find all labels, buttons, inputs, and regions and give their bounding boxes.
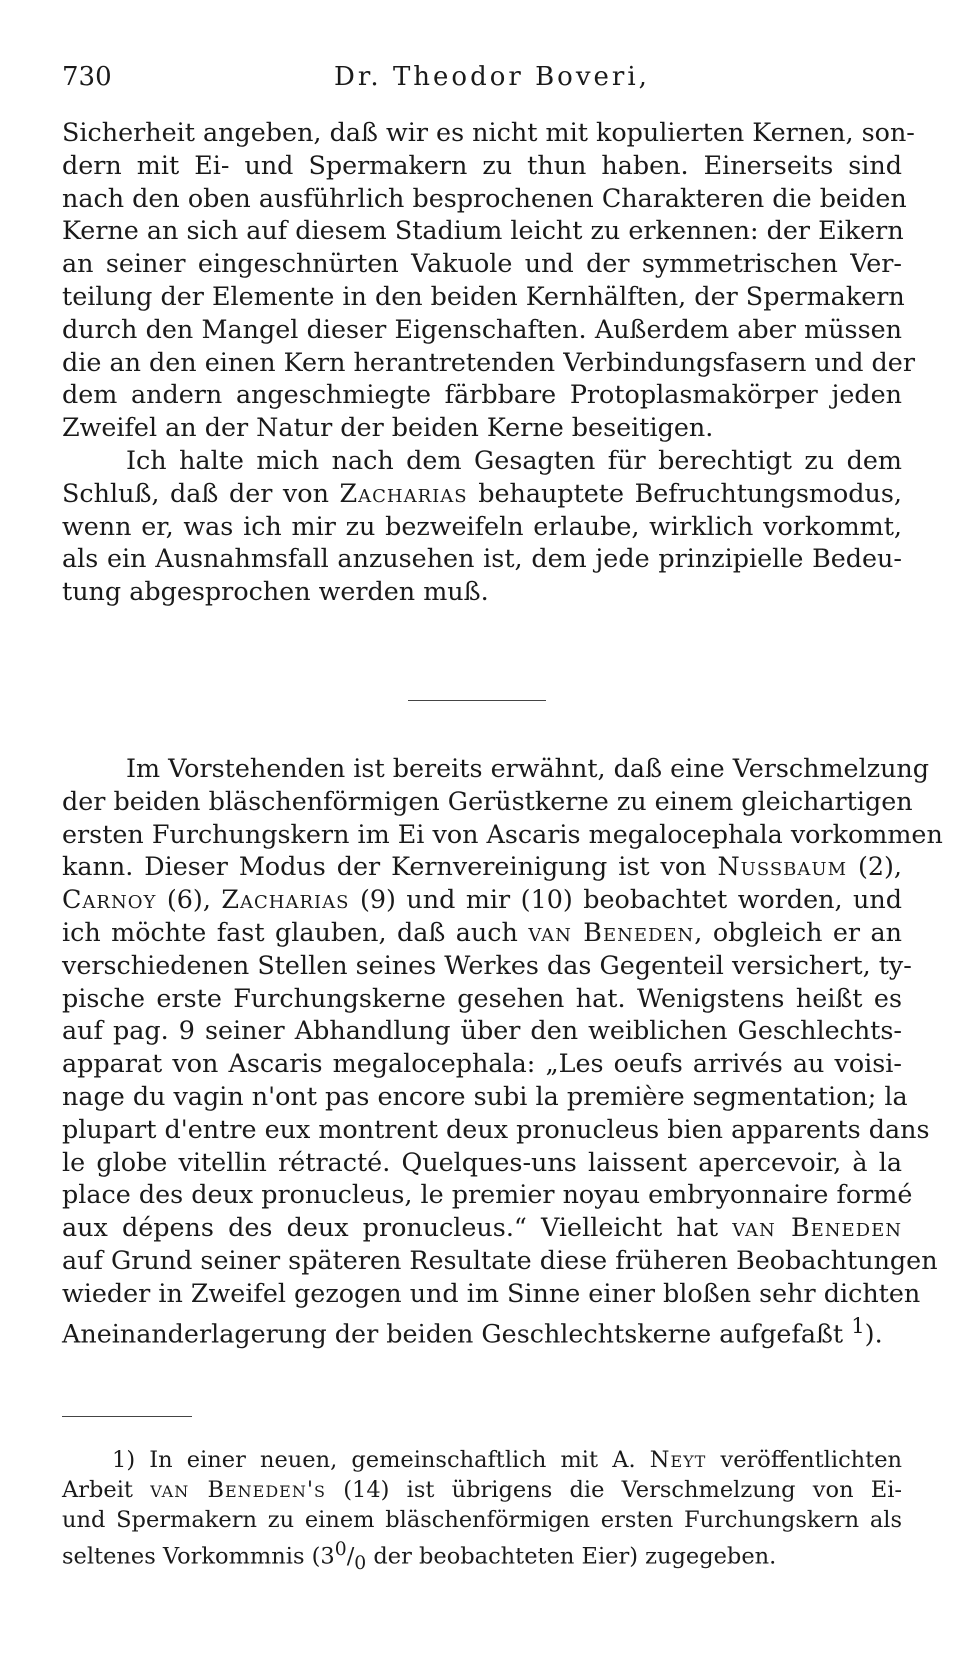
- author-name: Zacharias: [221, 884, 350, 915]
- page-number: 730: [62, 62, 112, 92]
- author-name: Neyt: [649, 1447, 707, 1473]
- text-line: nage du vagin n'ont pas encore subi la première segmentation; la: [62, 1080, 908, 1111]
- text-line: ersten Furchungskern im Ei von Ascaris megalocephala vorkommen: [62, 818, 943, 849]
- text-line: dern mit Ei- und Spermakern zu thun haben. Einerseits sind: [62, 149, 902, 180]
- text-line: ich möchte fast glauben, daß auch van Beneden, obgleich er an: [62, 916, 902, 947]
- text-line: Arbeit van Beneden's (14) ist übrigens die Verschmelzung von Ei-: [62, 1477, 903, 1503]
- section-divider: [408, 700, 546, 701]
- footnote-rule: [62, 1416, 192, 1417]
- text-line: auf Grund seiner späteren Resultate diese früheren Beobachtungen: [62, 1244, 938, 1275]
- running-title: Dr. Theodor Boveri,: [334, 62, 650, 92]
- text-line: teilung der Elemente in den beiden Kernhälften, der Spermakern: [62, 280, 905, 311]
- text-line: Carnoy (6), Zacharias (9) und mir (10) beobachtet worden, und: [62, 884, 902, 915]
- text-line: wieder in Zweifel gezogen und im Sinne einer bloßen sehr dichten: [62, 1277, 921, 1308]
- text-line: Zweifel an der Natur der beiden Kerne beseitigen.: [62, 412, 714, 443]
- author-name: van Beneden: [732, 1212, 902, 1243]
- author-name: Nussbaum: [717, 851, 847, 882]
- text-line: apparat von Ascaris megalocephala: „Les oeufs arrivés au voisi-: [62, 1048, 902, 1079]
- text-line: als ein Ausnahmsfall anzusehen ist, dem jede prinzipielle Bedeu-: [62, 543, 902, 574]
- text-line: plupart d'entre eux montrent deux pronucleus bien apparents dans: [62, 1113, 930, 1144]
- text-line: die an den einen Kern herantretenden Verbindungsfasern und der: [62, 346, 915, 377]
- text-line: seltenes Vorkommnis ($3^0/_0$ der beobachteten Eier) zugegeben.: [62, 1539, 777, 1574]
- text-line: dem andern angeschmiegte färbbare Protoplasmakörper jeden: [62, 379, 902, 410]
- text-line: nach den oben ausführlich besprochenen Charakteren die beiden: [62, 182, 907, 213]
- text-line: an seiner eingeschnürten Vakuole und der symmetrischen Ver-: [62, 248, 902, 279]
- paragraph-2: [62, 444, 902, 608]
- text-line: der beiden bläschenförmigen Gerüstkerne zu einem gleichartigen: [62, 785, 913, 816]
- author-name: van Beneden: [528, 916, 695, 947]
- author-name: van Beneden's: [150, 1477, 326, 1503]
- paragraph-1: [62, 116, 915, 444]
- text-line: aux dépens des deux pronucleus.“ Vielleicht hat van Beneden: [62, 1212, 902, 1243]
- text-line: Sicherheit angeben, daß wir es nicht mit kopulierten Kernen, son-: [62, 117, 915, 147]
- text-line: tung abgesprochen werden muß.: [62, 576, 489, 607]
- text-line: wenn er, was ich mir zu bezweifeln erlaube, wirklich vorkommt,: [62, 510, 902, 541]
- text-line: place des deux pronucleus, le premier noyau embryonnaire formé: [62, 1179, 913, 1210]
- text-line: Aneinanderlagerung der beiden Geschlechtskerne aufgefaßt $^1$).: [62, 1312, 883, 1349]
- text-line: Schluß, daß der von Zacharias behauptete Befruchtungsmodus,: [62, 477, 902, 508]
- text-line: Kerne an sich auf diesem Stadium leicht zu erkennen: der Eikern: [62, 215, 904, 246]
- author-name: Carnoy: [62, 884, 157, 915]
- text-line: durch den Mangel dieser Eigenschaften. Außerdem aber müssen: [62, 313, 902, 344]
- footnote-marker: 1: [851, 1312, 865, 1338]
- text-line: auf pag. 9 seiner Abhandlung über den weiblichen Geschlechts-: [62, 1015, 902, 1046]
- text-line: Im Vorstehenden ist bereits erwähnt, daß eine Verschmelzung: [126, 753, 930, 783]
- paragraph-3: [62, 752, 943, 1350]
- footnote: [62, 1445, 902, 1579]
- text-line: und Spermakern zu einem bläschenförmigen ersten Furchungskern als: [62, 1507, 902, 1533]
- text-line: Ich halte mich nach dem Gesagten für berechtigt zu dem: [126, 445, 902, 475]
- author-name: Zacharias: [339, 477, 468, 508]
- text-line: le globe vitellin rétracté. Quelques-uns laissent apercevoir, à la: [62, 1146, 902, 1177]
- text-line: pische erste Furchungskerne gesehen hat. Wenigstens heißt es: [62, 982, 902, 1013]
- text-line: 1) In einer neuen, gemeinschaftlich mit A. Neyt veröffentlichten: [112, 1447, 903, 1473]
- text-line: verschiedenen Stellen seines Werkes das Gegenteil versichert, ty-: [62, 949, 912, 980]
- running-header: [62, 62, 902, 102]
- text-line: kann. Dieser Modus der Kernvereinigung ist von Nussbaum (2),: [62, 851, 902, 882]
